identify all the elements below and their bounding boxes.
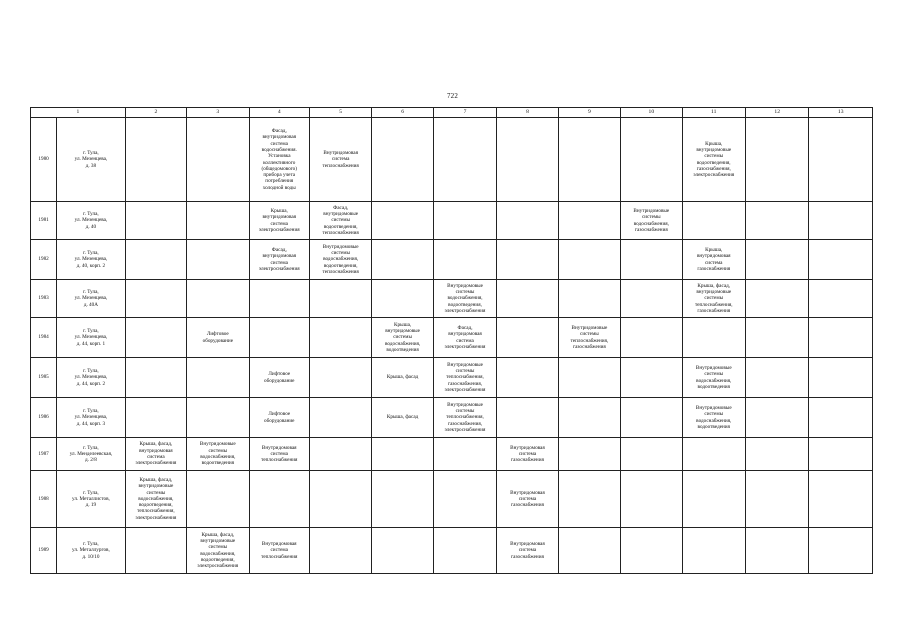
column-number: 3 xyxy=(187,108,249,118)
work-cell-col-2: Крыша, фасад, внутридомовая система электроснабжения xyxy=(125,438,186,471)
work-cell-col-6 xyxy=(372,280,433,318)
table-row xyxy=(31,358,873,398)
work-cell-col-6 xyxy=(372,438,433,471)
work-cell-col-13 xyxy=(809,358,873,398)
page-number: 722 xyxy=(446,92,459,100)
work-cell-col-3 xyxy=(187,202,249,240)
work-cell-col-11 xyxy=(682,471,745,528)
table-row xyxy=(31,528,873,574)
work-cell-col-5 xyxy=(309,398,371,438)
work-cell-col-5 xyxy=(309,280,371,318)
address-cell: г. Тула, ул. Мезенцева, д. 38 xyxy=(57,118,126,202)
work-cell-col-4 xyxy=(249,471,309,528)
work-cell-col-4: Лифтовое оборудование xyxy=(249,398,309,438)
work-cell-col-11: Крыша, фасад, внутридомовые системы теплоснабжения, газоснабжения xyxy=(682,280,745,318)
work-cell-col-10: Внутридомовые системы водоснабжения, газоснабжения xyxy=(621,202,682,240)
column-number: 12 xyxy=(745,108,808,118)
work-cell-col-2 xyxy=(125,240,186,280)
work-cell-col-12 xyxy=(745,240,808,280)
address-cell: г. Тула, ул. Мезенцева, д. 40 xyxy=(57,202,126,240)
address-cell: г. Тула, ул. Металлистов, д. 19 xyxy=(57,471,126,528)
work-cell-col-12 xyxy=(745,438,808,471)
work-cell-col-8: Внутридомовая система газоснабжения xyxy=(497,438,558,471)
work-cell-col-7 xyxy=(433,438,496,471)
work-cell-col-4: Фасад, внутридомовая система водоснабжения. Установка коллективного (общедомового) прибора учета потребления холодной воды xyxy=(249,118,309,202)
work-cell-col-8: Внутридомовая система газоснабжения xyxy=(497,528,558,574)
work-cell-col-7: Внутридомовые системы теплоснабжения, газоснабжения, электроснабжения xyxy=(433,358,496,398)
column-number: 5 xyxy=(309,108,371,118)
work-cell-col-12 xyxy=(745,398,808,438)
column-number: 2 xyxy=(125,108,186,118)
address-cell: г. Тула, ул. Мезенцева, д. 40А xyxy=(57,280,126,318)
row-number-cell: 1984 xyxy=(31,318,57,358)
table-body xyxy=(31,118,873,574)
work-cell-col-11 xyxy=(682,318,745,358)
work-cell-col-13 xyxy=(809,438,873,471)
table-row xyxy=(31,118,873,202)
table-row xyxy=(31,280,873,318)
work-cell-col-3 xyxy=(187,118,249,202)
column-number: 8 xyxy=(497,108,558,118)
work-cell-col-7 xyxy=(433,471,496,528)
work-cell-col-9 xyxy=(558,528,620,574)
table-row xyxy=(31,318,873,358)
work-cell-col-10 xyxy=(621,318,682,358)
work-cell-col-4 xyxy=(249,280,309,318)
work-cell-col-2 xyxy=(125,358,186,398)
work-cell-col-10 xyxy=(621,240,682,280)
work-cell-col-2 xyxy=(125,118,186,202)
work-cell-col-13 xyxy=(809,528,873,574)
work-cell-col-11: Внутридомовые системы водоснабжения, водоотведения xyxy=(682,358,745,398)
work-cell-col-5 xyxy=(309,318,371,358)
work-cell-col-12 xyxy=(745,358,808,398)
row-number-cell: 1980 xyxy=(31,118,57,202)
work-cell-col-9 xyxy=(558,280,620,318)
work-cell-col-6: Крыша, фасад xyxy=(372,398,433,438)
address-cell: г. Тула, ул. Мезенцева, д. 44, корп. 1 xyxy=(57,318,126,358)
work-cell-col-13 xyxy=(809,398,873,438)
work-cell-col-9 xyxy=(558,438,620,471)
work-cell-col-6 xyxy=(372,471,433,528)
work-cell-col-11 xyxy=(682,438,745,471)
row-number-cell: 1982 xyxy=(31,240,57,280)
work-cell-col-7: Внутридомовые системы водоснабжения, водоотведения, электроснабжения xyxy=(433,280,496,318)
work-cell-col-2 xyxy=(125,202,186,240)
work-cell-col-11 xyxy=(682,202,745,240)
work-cell-col-4: Лифтовое оборудование xyxy=(249,358,309,398)
work-cell-col-2 xyxy=(125,398,186,438)
work-cell-col-7: Внутридомовые системы теплоснабжения, газоснабжения, электроснабжения xyxy=(433,398,496,438)
work-cell-col-8 xyxy=(497,358,558,398)
work-cell-col-4: Внутридомовая система теплоснабжения xyxy=(249,438,309,471)
column-number: 11 xyxy=(682,108,745,118)
work-cell-col-12 xyxy=(745,471,808,528)
work-cell-col-13 xyxy=(809,240,873,280)
work-cell-col-10 xyxy=(621,358,682,398)
work-cell-col-9 xyxy=(558,202,620,240)
work-cell-col-11: Крыша, внутридомовая система газоснабжения xyxy=(682,240,745,280)
work-cell-col-5 xyxy=(309,471,371,528)
work-cell-col-13 xyxy=(809,471,873,528)
work-cell-col-13 xyxy=(809,118,873,202)
address-cell: г. Тула, ул. Мезенцева, д. 44, корп. 2 xyxy=(57,358,126,398)
row-number-cell: 1986 xyxy=(31,398,57,438)
work-cell-col-12 xyxy=(745,280,808,318)
work-cell-col-8 xyxy=(497,118,558,202)
work-cell-col-12 xyxy=(745,118,808,202)
work-cell-col-9 xyxy=(558,240,620,280)
row-number-cell: 1987 xyxy=(31,438,57,471)
work-cell-col-3 xyxy=(187,398,249,438)
capital-repair-table xyxy=(30,107,873,574)
work-cell-col-9 xyxy=(558,471,620,528)
work-cell-col-5: Внутридомовые системы водоснабжения, водоотведения, теплоснабжения xyxy=(309,240,371,280)
work-cell-col-6 xyxy=(372,240,433,280)
work-cell-col-3 xyxy=(187,280,249,318)
address-cell: г. Тула, ул. Мезенцева, д. 44, корп. 3 xyxy=(57,398,126,438)
work-cell-col-3 xyxy=(187,358,249,398)
work-cell-col-8: Внутридомовая система газоснабжения xyxy=(497,471,558,528)
column-number: 6 xyxy=(372,108,433,118)
column-number: 7 xyxy=(433,108,496,118)
address-cell: г. Тула, ул. Менделеевская, д. 2/8 xyxy=(57,438,126,471)
table-row xyxy=(31,398,873,438)
work-cell-col-3 xyxy=(187,471,249,528)
work-cell-col-3: Крыша, фасад, внутридомовые системы водоснабжения, водоотведения, электроснабжения xyxy=(187,528,249,574)
work-cell-col-7 xyxy=(433,202,496,240)
work-cell-col-13 xyxy=(809,202,873,240)
work-cell-col-6: Крыша, внутридомовые системы водоснабжения, водоотведения xyxy=(372,318,433,358)
work-cell-col-13 xyxy=(809,318,873,358)
work-cell-col-3: Внутридомовые системы водоснабжения, водоотведения xyxy=(187,438,249,471)
work-cell-col-10 xyxy=(621,528,682,574)
work-cell-col-10 xyxy=(621,118,682,202)
column-number: 9 xyxy=(558,108,620,118)
work-cell-col-7 xyxy=(433,240,496,280)
work-cell-col-9 xyxy=(558,398,620,438)
work-cell-col-7: Фасад, внутридомовая система электроснабжения xyxy=(433,318,496,358)
work-cell-col-3 xyxy=(187,240,249,280)
row-number-cell: 1983 xyxy=(31,280,57,318)
work-cell-col-7 xyxy=(433,118,496,202)
work-cell-col-8 xyxy=(497,280,558,318)
work-cell-col-2 xyxy=(125,528,186,574)
row-number-cell: 1989 xyxy=(31,528,57,574)
work-cell-col-5 xyxy=(309,528,371,574)
work-cell-col-4: Крыша, внутридомовая система электроснабжения xyxy=(249,202,309,240)
table-row xyxy=(31,438,873,471)
work-cell-col-2 xyxy=(125,280,186,318)
work-cell-col-8 xyxy=(497,318,558,358)
table-row xyxy=(31,240,873,280)
column-number: 10 xyxy=(621,108,682,118)
column-number: 13 xyxy=(809,108,873,118)
row-number-cell: 1988 xyxy=(31,471,57,528)
work-cell-col-8 xyxy=(497,398,558,438)
work-cell-col-5 xyxy=(309,438,371,471)
work-cell-col-8 xyxy=(497,202,558,240)
column-number: 1 xyxy=(31,108,126,118)
work-cell-col-13 xyxy=(809,280,873,318)
work-cell-col-5: Внутридомовая система теплоснабжения xyxy=(309,118,371,202)
work-cell-col-11: Внутридомовые системы водоснабжения, водоотведения xyxy=(682,398,745,438)
row-number-cell: 1985 xyxy=(31,358,57,398)
row-number-cell: 1981 xyxy=(31,202,57,240)
work-cell-col-10 xyxy=(621,471,682,528)
work-cell-col-6 xyxy=(372,118,433,202)
work-cell-col-9 xyxy=(558,118,620,202)
work-cell-col-5: Фасад, внутридомовые системы водоотведения, теплоснабжения xyxy=(309,202,371,240)
work-cell-col-11 xyxy=(682,528,745,574)
work-cell-col-6 xyxy=(372,528,433,574)
column-number-row xyxy=(31,108,873,118)
table-row xyxy=(31,202,873,240)
work-cell-col-4: Фасад, внутридомовая система электроснабжения xyxy=(249,240,309,280)
work-cell-col-4 xyxy=(249,318,309,358)
work-cell-col-10 xyxy=(621,280,682,318)
work-cell-col-3: Лифтовое оборудование xyxy=(187,318,249,358)
work-cell-col-4: Внутридомовая система теплоснабжения xyxy=(249,528,309,574)
work-cell-col-6: Крыша, фасад xyxy=(372,358,433,398)
column-number: 4 xyxy=(249,108,309,118)
address-cell: г. Тула, ул. Мезенцева, д. 40, корп. 2 xyxy=(57,240,126,280)
work-cell-col-10 xyxy=(621,438,682,471)
work-cell-col-12 xyxy=(745,528,808,574)
work-cell-col-9 xyxy=(558,358,620,398)
work-cell-col-8 xyxy=(497,240,558,280)
work-cell-col-2: Крыша, фасад, внутридомовые системы водоснабжения, водоотведения, теплоснабжения, электроснабжения xyxy=(125,471,186,528)
table-row xyxy=(31,471,873,528)
work-cell-col-5 xyxy=(309,358,371,398)
work-cell-col-2 xyxy=(125,318,186,358)
work-cell-col-9: Внутридомовые системы теплоснабжения, газоснабжения xyxy=(558,318,620,358)
work-cell-col-11: Крыша, внутридомовые системы водоотведения, газоснабжения, электроснабжения xyxy=(682,118,745,202)
work-cell-col-7 xyxy=(433,528,496,574)
address-cell: г. Тула, ул. Металлургов, д. 10/10 xyxy=(57,528,126,574)
work-cell-col-12 xyxy=(745,318,808,358)
work-cell-col-12 xyxy=(745,202,808,240)
work-cell-col-10 xyxy=(621,398,682,438)
work-cell-col-6 xyxy=(372,202,433,240)
